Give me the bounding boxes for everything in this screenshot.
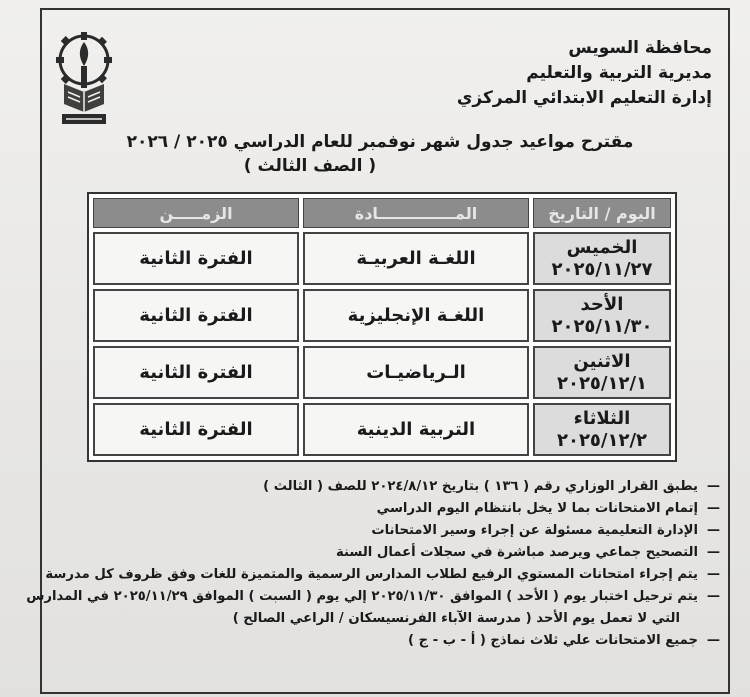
- governorate-name: محافظة السويس: [568, 38, 712, 58]
- exam-date: ٢٠٢٥/١٢/٢: [556, 429, 648, 451]
- directorate-name: مديرية التربية والتعليم: [526, 63, 712, 83]
- time-cell: الفترة الثانية: [93, 232, 299, 285]
- note-item: — يتم إجراء امتحانات المستوي الرفيع لطلاب المدارس الرسمية والمتميزة للغات وفق ظروف كل مدرسة: [60, 564, 720, 586]
- table-row: [93, 346, 671, 399]
- note-item: — جميع الامتحانات علي ثلاث نماذج ( أ - ب - ج ): [60, 630, 720, 652]
- table-header-row: [93, 198, 671, 228]
- note-item: — الإدارة التعليمية مسئولة عن إجراء وسير الامتحانات: [60, 520, 720, 542]
- time-cell: الفترة الثانية: [93, 403, 299, 456]
- table-row: [93, 289, 671, 342]
- day-name: الخميس: [566, 236, 638, 258]
- title-line-2: ( الصف الثالث ): [243, 156, 377, 176]
- subject-cell: التربية الدينية: [303, 403, 529, 456]
- exam-date: ٢٠٢٥/١٢/١: [556, 372, 648, 394]
- day-date-cell: [533, 232, 671, 285]
- column-header-time: الزمـــــن: [93, 198, 299, 228]
- exam-date: ٢٠٢٥/١١/٢٧: [551, 258, 653, 280]
- exam-date: ٢٠٢٥/١١/٣٠: [551, 315, 653, 337]
- note-item: — التصحيح جماعي ويرصد مباشرة في سجلات أعمال السنة: [60, 542, 720, 564]
- note-item: — يتم ترحيل اختبار يوم ( الأحد ) الموافق ٢٠٢٥/١١/٣٠ إلي يوم ( السبت ) الموافق ٢٠٢٥/١١/٢٩ في المدارس: [60, 586, 720, 608]
- subject-cell: اللغـة العربيـة: [303, 232, 529, 285]
- column-header-subject: المــــــــــــــادة: [303, 198, 529, 228]
- subject-cell: الـرياضيـات: [303, 346, 529, 399]
- education-directorate-emblem-icon: [52, 26, 116, 130]
- day-name: الثلاثاء: [573, 407, 631, 429]
- note-item-continuation: التي لا تعمل يوم الأحد ( مدرسة الآباء الفرنسيسكان / الراعي الصالح ): [232, 611, 680, 626]
- day-date-cell: [533, 346, 671, 399]
- notes-list: [26, 476, 720, 652]
- time-cell: الفترة الثانية: [93, 346, 299, 399]
- exam-schedule-table: [87, 192, 677, 462]
- note-item: — يطبق القرار الوزاري رقم ( ١٣٦ ) بتاريخ ٢٠٢٤/٨/١٢ للصف ( الثالث ): [60, 476, 720, 498]
- time-cell: الفترة الثانية: [93, 289, 299, 342]
- administration-name: إدارة التعليم الابتدائي المركزي: [456, 88, 712, 108]
- subject-cell: اللغـة الإنجليزية: [303, 289, 529, 342]
- table-row: [93, 232, 671, 285]
- column-header-day-date: اليوم / التاريخ: [533, 198, 671, 228]
- day-date-cell: [533, 289, 671, 342]
- letterhead: [412, 36, 712, 111]
- day-name: الاثنين: [573, 350, 631, 372]
- day-date-cell: [533, 403, 671, 456]
- document-title: [60, 130, 700, 178]
- note-item: — إتمام الامتحانات بما لا يخل بانتظام اليوم الدراسي: [60, 498, 720, 520]
- day-name: الأحد: [580, 293, 624, 315]
- title-line-1: مقترح مواعيد جدول شهر نوفمبر للعام الدراسي ٢٠٢٥ / ٢٠٢٦: [126, 132, 634, 152]
- table-row: [93, 403, 671, 456]
